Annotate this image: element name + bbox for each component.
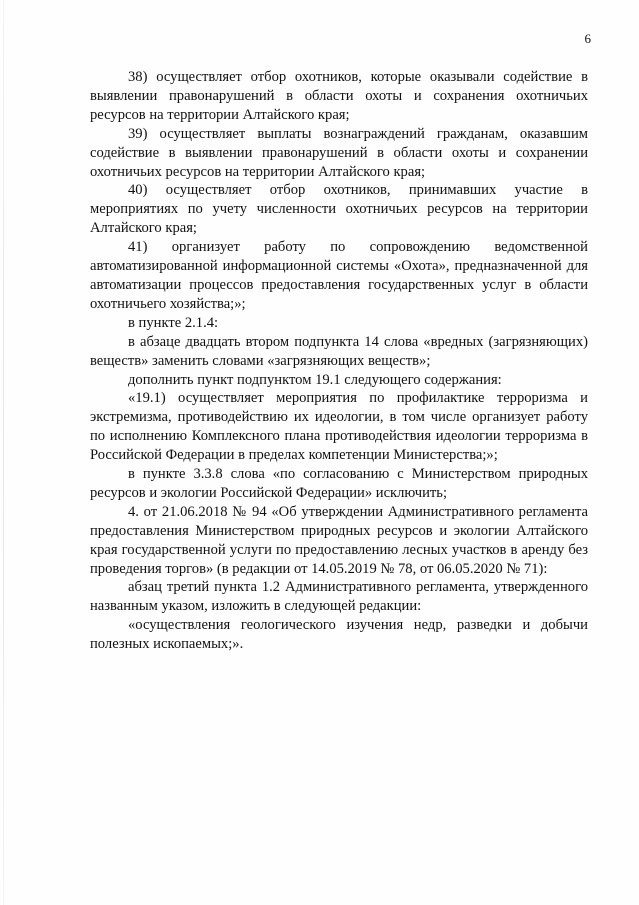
- scan-edge: [3, 0, 4, 905]
- paragraph-clause-3-3-8: в пункте 3.3.8 слова «по согласованию с Министерством природных ресурсов и экологии Российской Федерации» исключить;: [90, 466, 588, 501]
- paragraph-item-40: 40) осуществляет отбор охотников, принимавших участие в мероприятиях по учету численности охотничьих ресурсов на территории Алтайского края;: [90, 182, 588, 237]
- paragraph-subclause-19-1: «19.1) осуществляет мероприятия по профилактике терроризма и экстремизма, противодействию их идеологии, в том числе организует работу по исполнению Комплексного плана противодействия идеологии терроризма в Российской Федерации в пределах компетенции Министерства;»;: [90, 390, 588, 464]
- paragraph-add-subclause: дополнить пункт подпунктом 19.1 следующего содержания:: [128, 371, 502, 388]
- paragraph-clause-2-1-4: в пункте 2.1.4:: [128, 314, 219, 331]
- paragraph-replace-words: в абзаце двадцать втором подпункта 14 слова «вредных (загрязняющих) веществ» заменить словами «загрязняющих веществ»;: [90, 333, 588, 369]
- document-body: [90, 68, 588, 654]
- paragraph-item-4: 4. от 21.06.2018 № 94 «Об утверждении Административного регламента предоставления Министерством природных ресурсов и экологии Алтайского края государственной услуги по предоставлению лесных участков в аренду без проведения торгов» (в редакции от 14.05.2019 № 78, от 06.05.2020 № 71):: [90, 503, 588, 577]
- paragraph-item-39: 39) осуществляет выплаты вознаграждений гражданам, оказавшим содействие в выявлении правонарушений в области охоты и сохранении охотничьих ресурсов на территории Алтайского края;: [90, 125, 588, 180]
- page-number: 6: [584, 31, 591, 46]
- paragraph-abzac-third: абзац третий пункта 1.2 Административного регламента, утвержденного названным указом, изложить в следующей редакции:: [90, 579, 588, 615]
- paragraph-item-41: 41) организует работу по сопровождению ведомственной автоматизированной информационной системы «Охота», предназначенной для автоматизации процессов предоставления государственных услуг в области охотничьего хозяйства;»;: [90, 239, 588, 312]
- paragraph-item-38: 38) осуществляет отбор охотников, которые оказывали содействие в выявлении правонарушений в области охоты и сохранения охотничьих ресурсов на территории Алтайского края;: [90, 69, 588, 123]
- paragraph-new-wording: «осуществления геологического изучения недр, разведки и добычи полезных ископаемых;».: [90, 617, 588, 653]
